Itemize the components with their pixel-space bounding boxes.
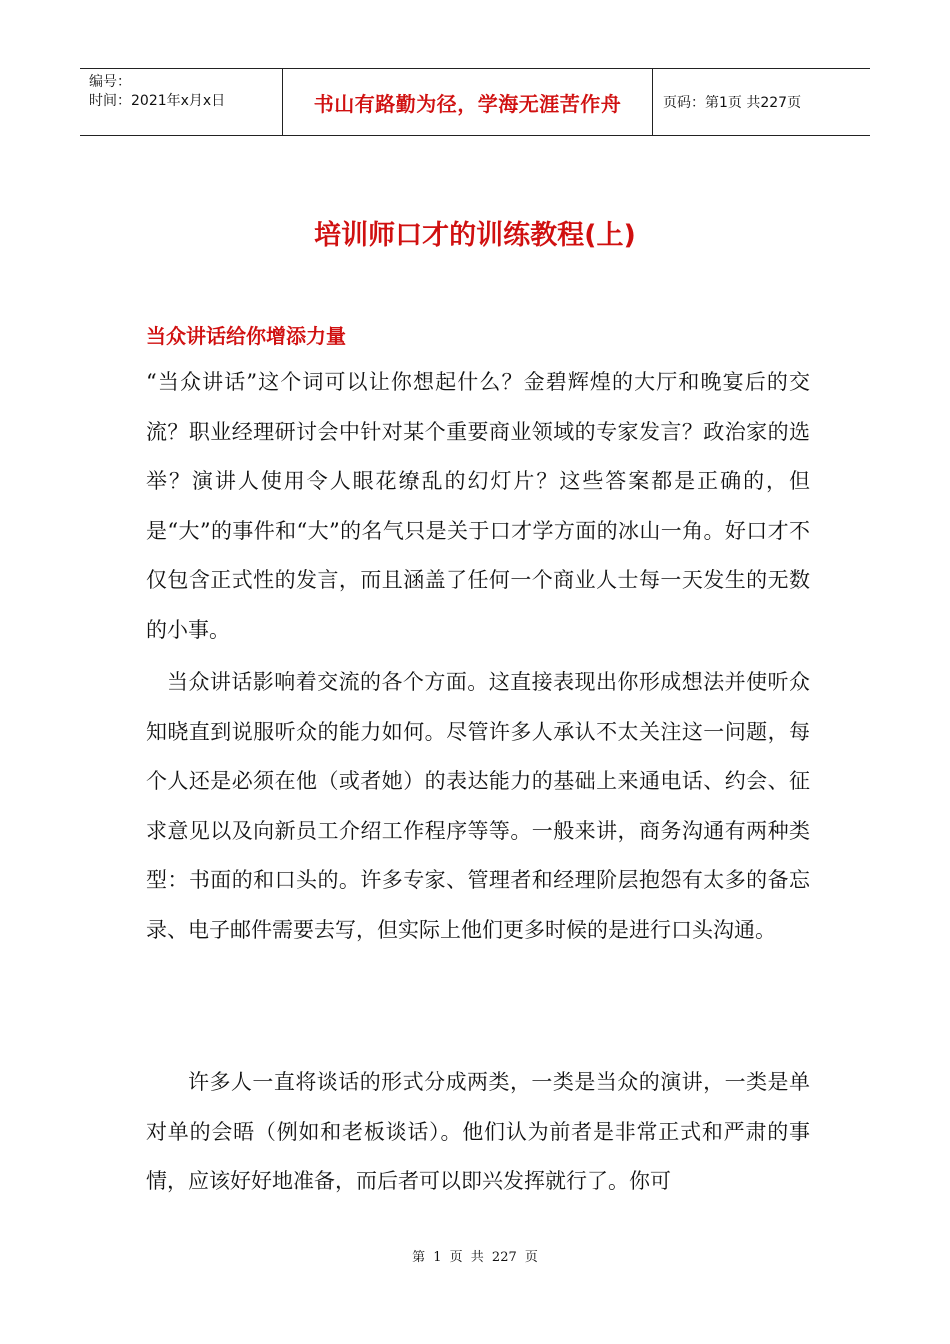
motto-text: 书山有路勤为径，学海无涯苦作舟 [313, 91, 622, 116]
header-motto-cell [283, 69, 653, 135]
paragraph-3: 许多人一直将谈话的形式分成两类，一类是当众的演讲，一类是单对单的会晤（例如和老板谈话）。他们认为前者是非常正式和严肃的事情，应该好好地准备，而后者可以即兴发挥就行了。你可 [146, 1070, 810, 1193]
header-meta-cell [80, 69, 283, 135]
serial-label: 编号： [89, 74, 131, 90]
header-table [80, 68, 870, 136]
section-heading: 当众讲话给你增添力量 [146, 324, 346, 348]
page-title: 培训师口才的训练教程(上) [314, 220, 636, 251]
page-footer: 第 1 页 共 227 页 [412, 1250, 538, 1265]
time-label: 时间：2021年x月x日 [89, 93, 226, 109]
header-page-cell [653, 69, 870, 135]
page-info: 页码：第1页 共227页 [663, 95, 802, 111]
paragraph-2: 当众讲话影响着交流的各个方面。这直接表现出你形成想法并使听众知晓直到说服听众的能力如何。尽管许多人承认不太关注这一问题，每个人还是必须在他（或者她）的表达能力的基础上来通电话、约会、征求意见以及向新员工介绍工作程序等等。一般来讲，商务沟通有两种类型：书面的和口头的。许多专家、管理者和经理阶层抱怨有太多的备忘录、电子邮件需要去写，但实际上他们更多时候的是进行口头沟通。 [146, 670, 810, 942]
paragraph-1: “当众讲话”这个词可以让你想起什么？金碧辉煌的大厅和晚宴后的交流？职业经理研讨会中针对某个重要商业领域的专家发言？政治家的选举？演讲人使用令人眼花缭乱的幻灯片？这些答案都是正确的，但是“大”的事件和“大”的名气只是关于口才学方面的冰山一角。好口才不仅包含正式性的发言，而且涵盖了任何一个商业人士每一天发生的无数的小事。 [146, 370, 810, 642]
